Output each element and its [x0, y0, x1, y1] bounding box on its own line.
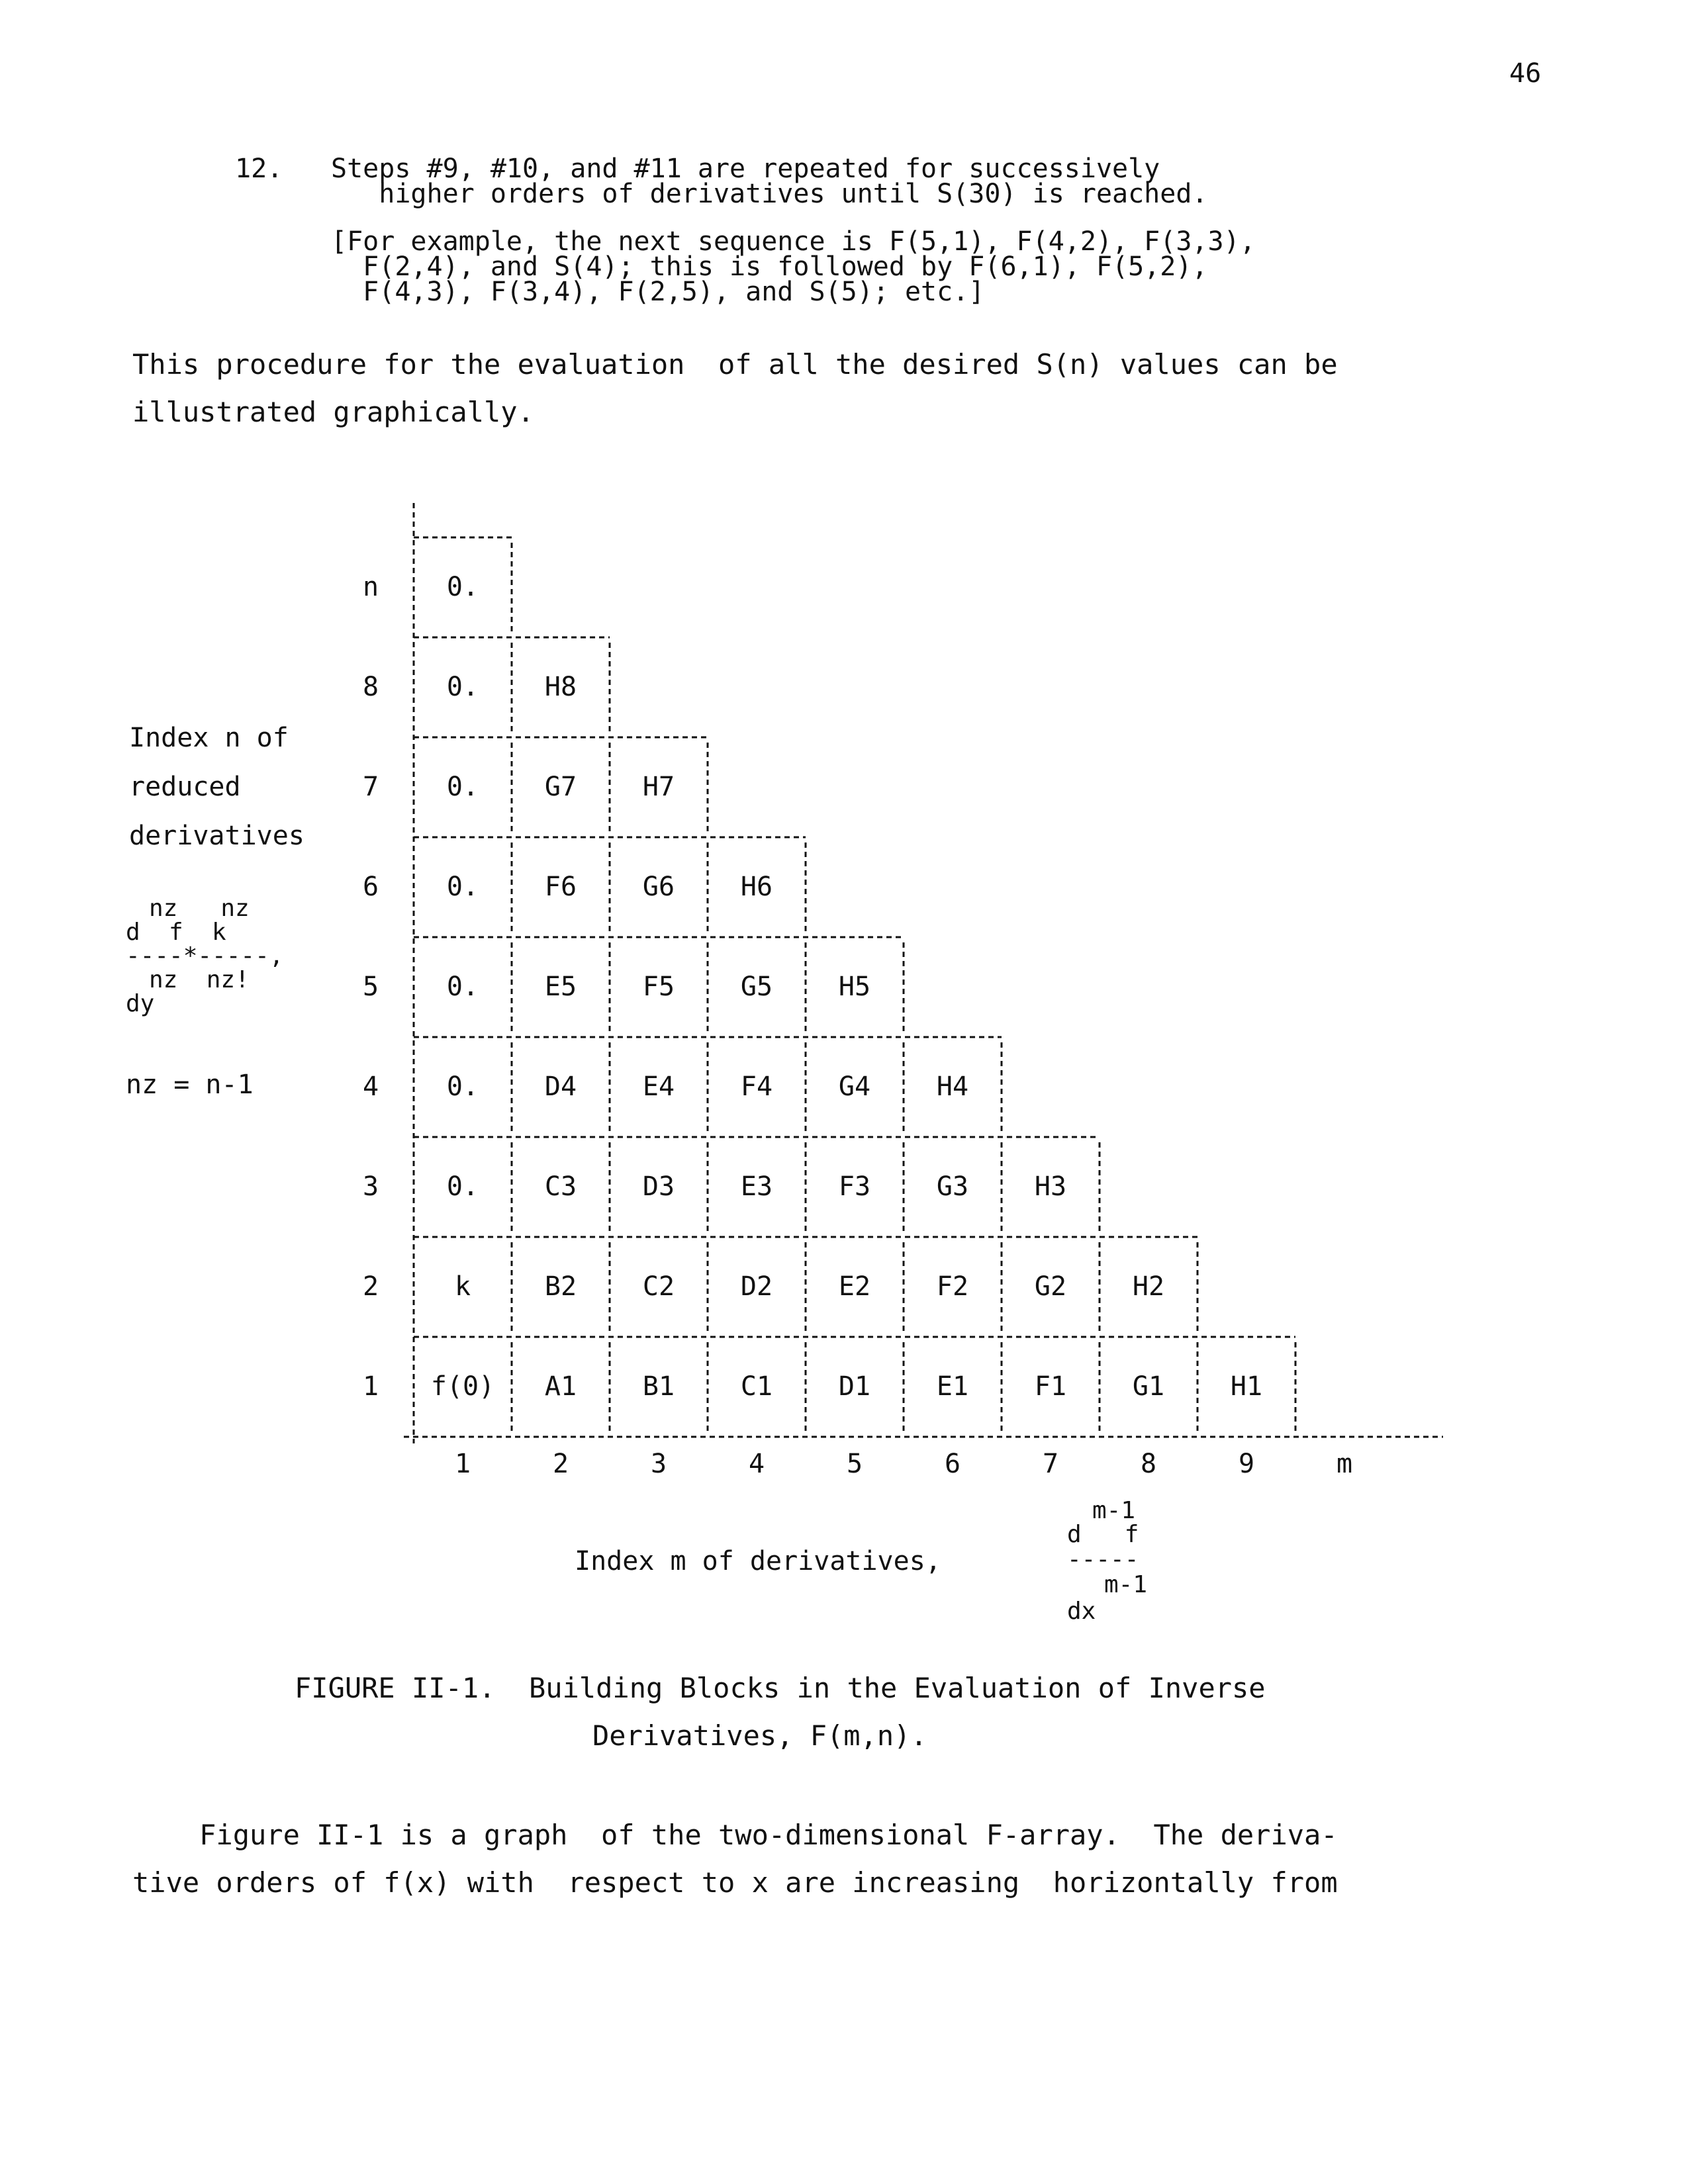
grid-cell: 0.	[446, 1171, 479, 1202]
grid-cell: F5	[642, 971, 675, 1002]
deriv-formula-bar: -----	[1067, 1546, 1139, 1573]
grid-cell: D2	[740, 1271, 773, 1302]
row-label: 8	[363, 671, 379, 702]
grid-cell: H4	[936, 1071, 969, 1102]
deriv-formula-den-exponent: m-1	[1104, 1571, 1148, 1598]
step-number: 12.	[235, 154, 283, 184]
reduced-formula-num-exponents: nz nz	[149, 895, 250, 922]
grid-cell: H8	[544, 671, 577, 702]
grid-cell: F6	[544, 871, 577, 902]
row-label: 2	[363, 1271, 379, 1302]
grid-cell: G1	[1132, 1371, 1165, 1402]
grid-cell: H2	[1132, 1271, 1165, 1302]
row-label: 3	[363, 1171, 379, 1202]
x-tick-label: 6	[944, 1449, 961, 1479]
grid-cell: 0.	[446, 671, 479, 702]
grid-cell: G3	[936, 1171, 969, 1202]
reduced-formula-den-exponents: nz nz!	[149, 966, 250, 993]
grid-cell: E3	[740, 1171, 773, 1202]
grid-cell: F3	[838, 1171, 871, 1202]
grid-cell: H1	[1230, 1371, 1263, 1402]
example-line-2: F(2,4), and S(4); this is followed by F(6,1), F(5,2),	[331, 251, 1208, 282]
x-tick-label: 4	[748, 1449, 765, 1479]
row-label: 7	[363, 771, 379, 802]
grid-cell: G7	[544, 771, 577, 802]
grid-cell: E2	[838, 1271, 871, 1302]
grid-cell: G4	[838, 1071, 871, 1102]
intro-paragraph-line-2: illustrated graphically.	[132, 396, 534, 428]
reduced-formula-separator: ----*-----,	[126, 942, 284, 970]
closing-paragraph-line-1: Figure II-1 is a graph of the two-dimensional F-array. The deriva-	[132, 1819, 1338, 1851]
grid-cell: D1	[838, 1371, 871, 1402]
grid-cell: H6	[740, 871, 773, 902]
reduced-formula-numerator: d f k	[126, 919, 226, 946]
grid-cell: C1	[740, 1371, 773, 1402]
y-axis-label-line-1: Index n of	[129, 723, 289, 753]
x-tick-label: 8	[1140, 1449, 1157, 1479]
nz-definition: nz = n-1	[126, 1069, 254, 1100]
x-tick-label: m	[1336, 1449, 1353, 1479]
grid-cell: H7	[642, 771, 675, 802]
grid-cell: 0.	[446, 771, 479, 802]
figure-caption-line-2: Derivatives, F(m,n).	[592, 1719, 927, 1752]
reduced-formula-denominator: dy	[126, 990, 155, 1017]
grid-cell: H5	[838, 971, 871, 1002]
grid-cell: E1	[936, 1371, 969, 1402]
x-tick-label: 7	[1042, 1449, 1059, 1479]
y-axis-label-line-2: reduced	[129, 772, 241, 802]
grid-cell: 0.	[446, 1071, 479, 1102]
y-axis-label-line-3: derivatives	[129, 821, 305, 851]
grid-cell: F4	[740, 1071, 773, 1102]
grid-cell: A1	[544, 1371, 577, 1402]
example-line-1: [For example, the next sequence is F(5,1), F(4,2), F(3,3),	[331, 226, 1256, 257]
x-tick-label: 1	[454, 1449, 471, 1479]
grid-cell: B1	[642, 1371, 675, 1402]
x-tick-label: 2	[552, 1449, 569, 1479]
deriv-formula-num-exponent: m-1	[1092, 1497, 1136, 1524]
x-axis-label: Index m of derivatives,	[575, 1546, 941, 1576]
row-label: 4	[363, 1071, 379, 1102]
x-tick-label: 5	[846, 1449, 863, 1479]
grid-cell: k	[454, 1271, 471, 1302]
grid-cell: F2	[936, 1271, 969, 1302]
grid-cell: F1	[1034, 1371, 1067, 1402]
closing-paragraph-line-2: tive orders of f(x) with respect to x are increasing horizontally from	[132, 1866, 1338, 1899]
figure-caption-line-1: FIGURE II-1. Building Blocks in the Evaluation of Inverse	[295, 1672, 1266, 1704]
grid-cell: D3	[642, 1171, 675, 1202]
grid-cell: 0.	[446, 571, 479, 602]
step-line-1: Steps #9, #10, and #11 are repeated for successively	[331, 154, 1160, 184]
page-number: 46	[1509, 58, 1542, 89]
x-tick-label: 9	[1238, 1449, 1255, 1479]
x-tick-label: 3	[650, 1449, 667, 1479]
grid-cell: f(0)	[430, 1371, 495, 1402]
grid-cell: C3	[544, 1171, 577, 1202]
grid-cell: G5	[740, 971, 773, 1002]
grid-cell: B2	[544, 1271, 577, 1302]
row-label: 6	[363, 871, 379, 902]
intro-paragraph-line-1: This procedure for the evaluation of all the desired S(n) values can be	[132, 348, 1338, 381]
grid-cell: E5	[544, 971, 577, 1002]
example-line-3: F(4,3), F(3,4), F(2,5), and S(5); etc.]	[331, 277, 985, 307]
row-label: 5	[363, 971, 379, 1002]
deriv-formula-denominator: dx	[1067, 1598, 1096, 1625]
grid-cell: 0.	[446, 871, 479, 902]
deriv-formula-numerator: d f	[1067, 1521, 1139, 1548]
grid-cell: E4	[642, 1071, 675, 1102]
step-line-2: higher orders of derivatives until S(30) is reached.	[331, 179, 1208, 209]
grid-cell: D4	[544, 1071, 577, 1102]
grid-cell: H3	[1034, 1171, 1067, 1202]
grid-cell: G6	[642, 871, 675, 902]
row-label: 1	[363, 1371, 379, 1402]
grid-cell: 0.	[446, 971, 479, 1002]
row-label: n	[363, 571, 379, 602]
grid-cell: C2	[642, 1271, 675, 1302]
grid-cell: G2	[1034, 1271, 1067, 1302]
